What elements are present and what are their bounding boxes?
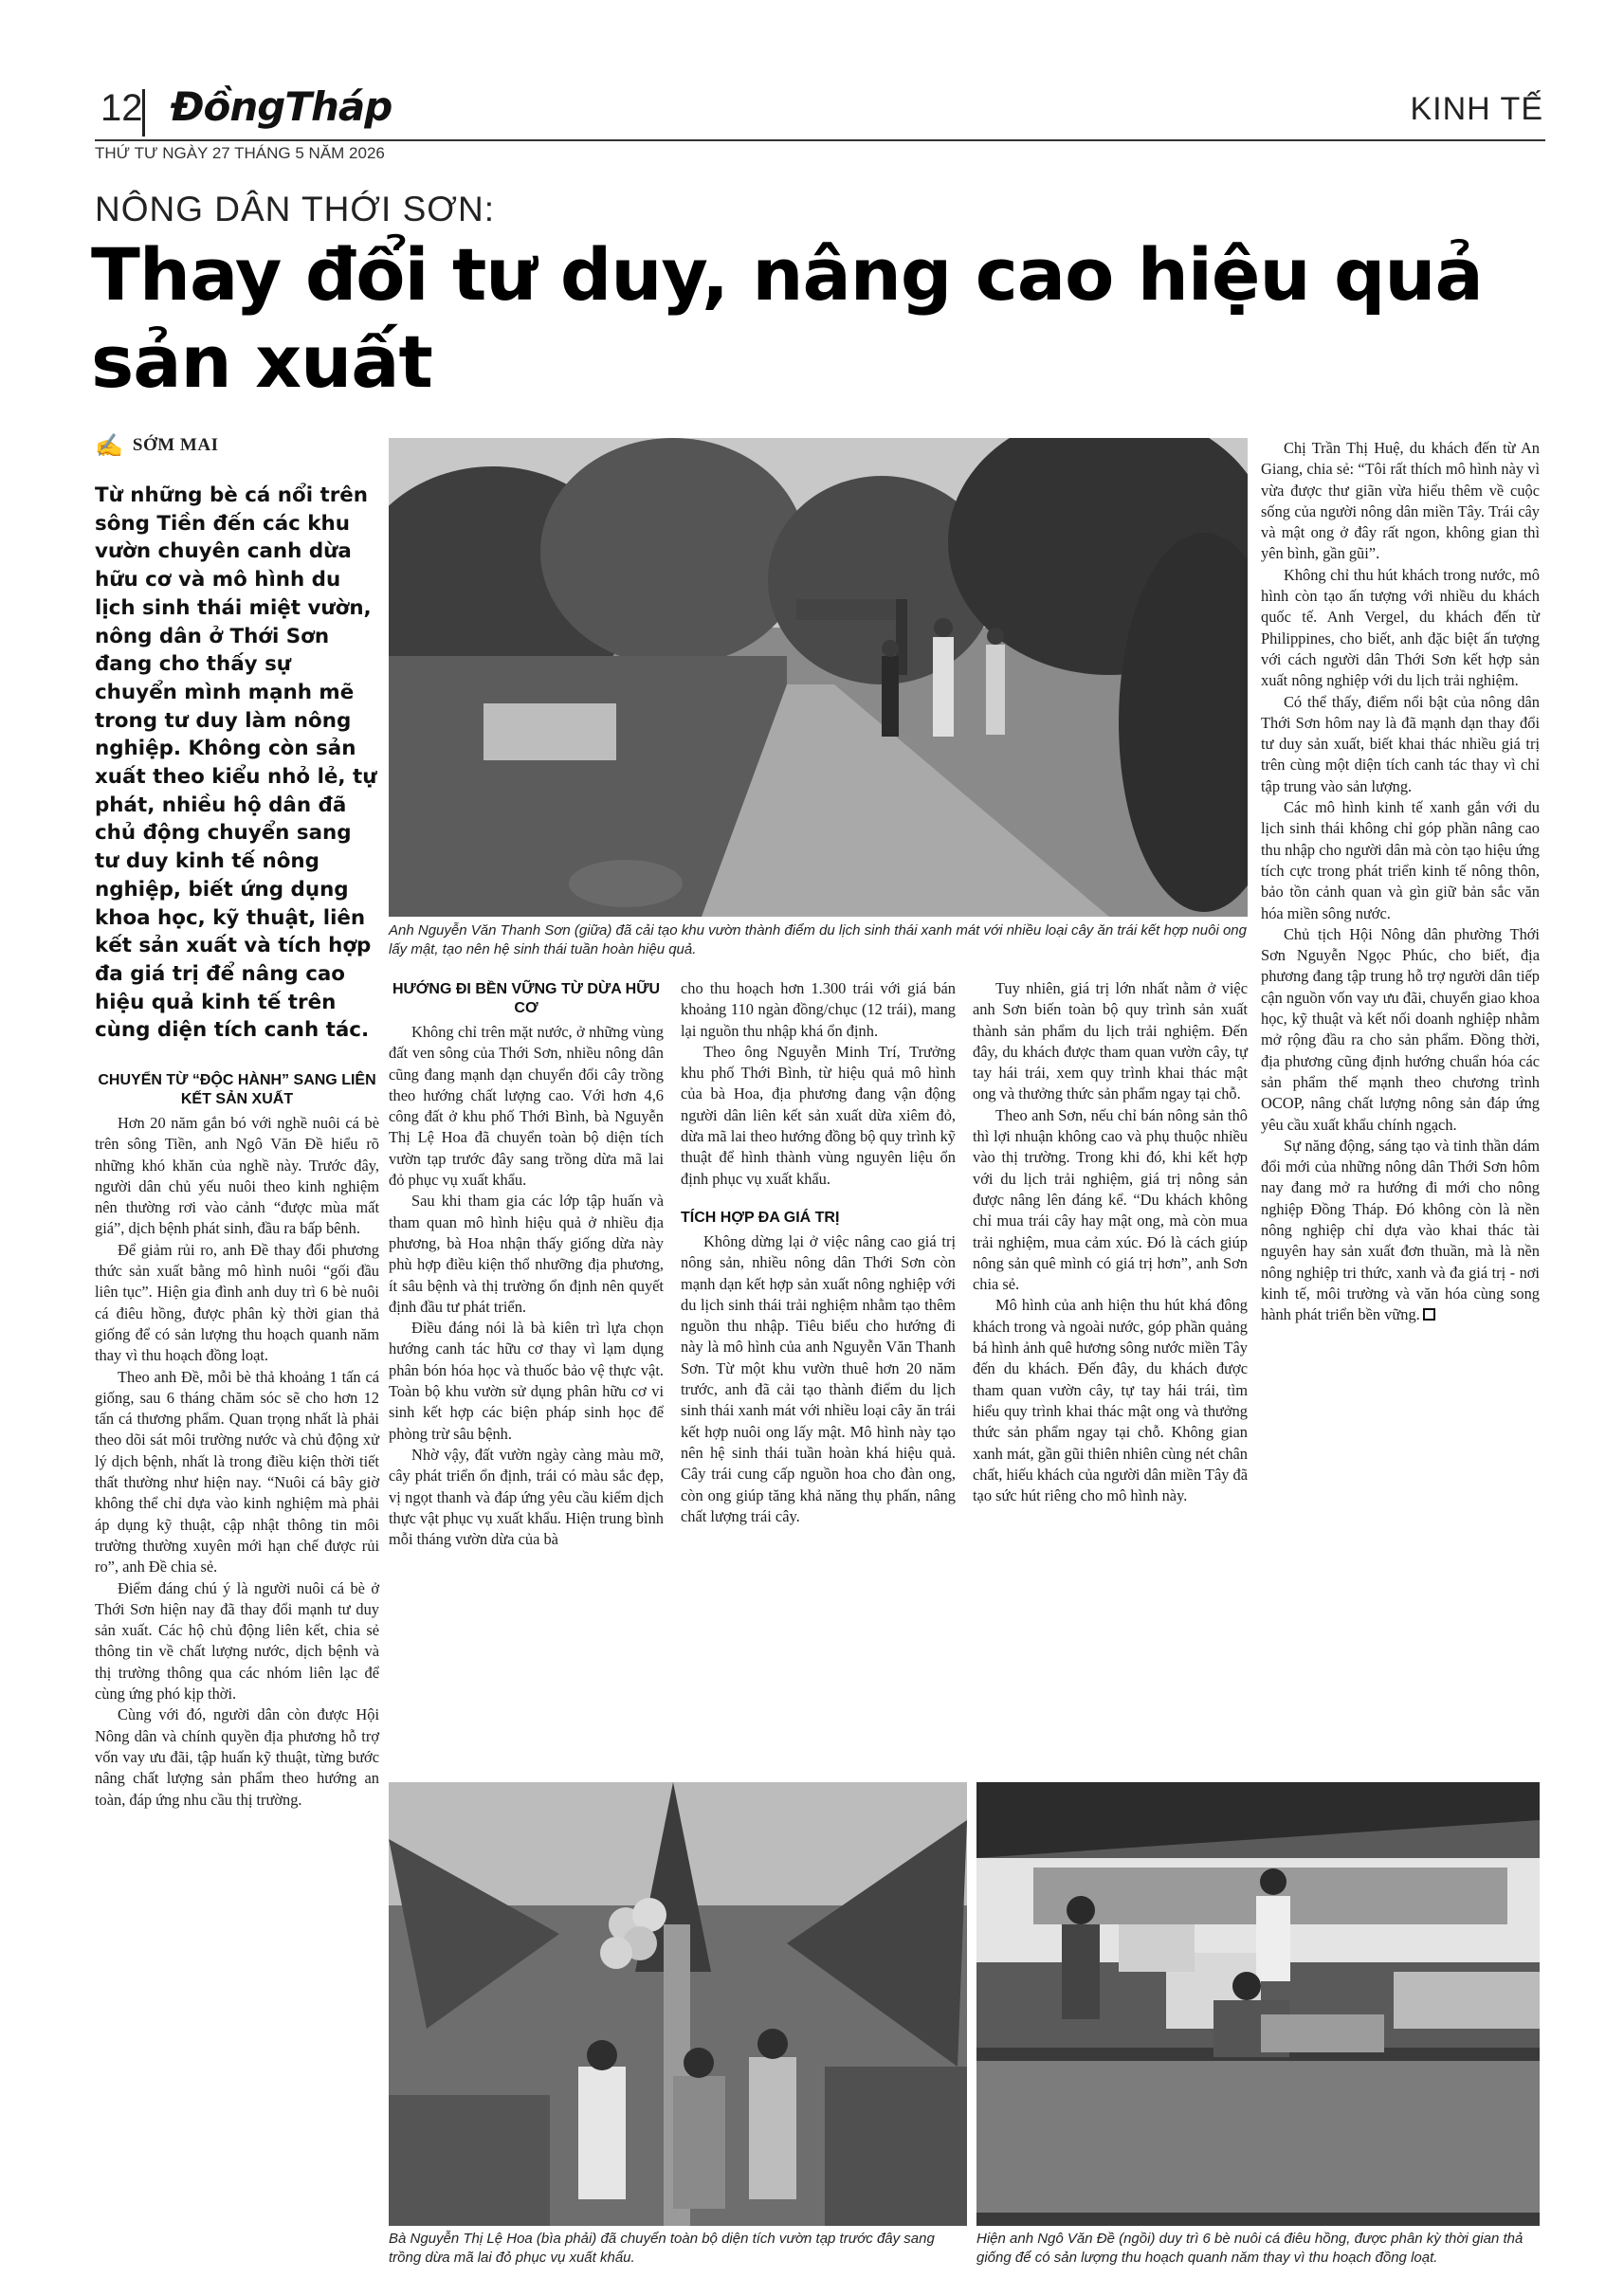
- paragraph: cho thu hoạch hơn 1.300 trái với giá bán khoảng 110 ngàn đồng/chục (12 trái), mang lại nguồn thu nhập khá ổn định.: [681, 979, 956, 1040]
- dateline: THỨ TƯ NGÀY 27 THÁNG 5 NĂM 2026: [95, 144, 385, 162]
- column-5: [1261, 438, 1540, 1325]
- header-divider: [142, 89, 145, 137]
- top-photo-caption: Anh Nguyễn Văn Thanh Sơn (giữa) đã cải tạo khu vườn thành điểm du lịch sinh thái xanh mát với nhiều loại cây ăn trái kết hợp nuôi ong lấy mật, tạo nên hệ sinh thái tuần hoàn hiệu quả.: [389, 922, 1247, 957]
- article-headline: Thay đổi tư duy, nâng cao hiệu quả sản xuất: [91, 232, 1483, 404]
- bottom-right-caption: Hiện anh Ngô Văn Đề (ngồi) duy trì 6 bè nuôi cá điêu hồng, được phân kỳ thời gian thả giống để có sản lượng thu hoạch quanh năm thay vì thu hoạch đồng loạt.: [976, 2231, 1524, 2266]
- photo-coconut-garden: [389, 1782, 967, 2226]
- paragraph: Các mô hình kinh tế xanh gắn với du lịch sinh thái không chỉ góp phần nâng cao thu nhập cho người dân mà còn tạo hiệu ứng tích cực trong phát triển kinh tế nông thôn, bảo tồn cảnh quan và gìn giữ bản sắc văn hóa miền sông nước.: [1261, 798, 1540, 922]
- paragraph: Theo ông Nguyễn Minh Trí, Trưởng khu phố Thới Bình, từ hiệu quả mô hình của bà Hoa, địa phương đang vận động người dân liên kết sản xuất dừa xiêm đỏ, dừa mã lai theo hướng đồng bộ quy trình kỹ thuật để hình thành vùng nguyên liệu ổn định phục vụ xuất khẩu.: [681, 1042, 956, 1188]
- fish-farm-photo-image: [976, 1782, 1540, 2226]
- paragraph: Không chỉ thu hút khách trong nước, mô hình còn tạo ấn tượng với nhiều du khách quốc tế. Anh Vergel, du khách đến từ Philippines, cho biết, anh đặc biệt ấn tượng với cách người dân Thới Sơn kết hợp sản xuất nông nghiệp với du lịch trải nghiệm.: [1261, 565, 1540, 690]
- column-2: [389, 978, 664, 1550]
- paragraph: Mô hình của anh hiện thu hút khá đông khách trong và ngoài nước, góp phần quảng bá hình ảnh quê hương sông nước miền Tây đến du khách. Đến đây, du khách được tham quan vườn cây, tự tay hái trái, tìm hiểu quy trình khai thác mật ong và thưởng thức sản phẩm ngay tại chỗ. Không gian xanh mát, gần gũi thiên nhiên cùng nét chân chất, hiếu khách của người dân miền Tây đã tạo sức hút riêng cho mô hình này.: [973, 1296, 1248, 1505]
- subhead-3: TÍCH HỢP ĐA GIÁ TRỊ: [681, 1209, 840, 1226]
- article-kicker: NÔNG DÂN THỚI SƠN:: [95, 190, 496, 228]
- coconut-photo-image: [389, 1782, 967, 2226]
- newspaper-logo: ĐồngTháp: [171, 83, 392, 130]
- paragraph-final: [1261, 1136, 1540, 1326]
- photo-garden-path: [389, 438, 1248, 917]
- paragraph: Điểm đáng chú ý là người nuôi cá bè ở Thới Sơn hiện nay đã thay đổi mạnh tư duy sản xuất. Các hộ chủ động liên kết, chia sẻ thông tin về chất lượng nước, dịch bệnh và thị trường thông qua các nhóm liên lạc để cùng ứng phó kịp thời.: [95, 1578, 379, 1704]
- bottom-left-caption: Bà Nguyễn Thị Lệ Hoa (bìa phải) đã chuyển toàn bộ diện tích vườn tạp trước đây sang trồng dừa mã lai đỏ phục vụ xuất khẩu.: [389, 2231, 935, 2266]
- article-lede: Từ những bè cá nổi trên sông Tiền đến các khu vườn chuyên canh dừa hữu cơ và mô hình du lịch sinh thái miệt vườn, nông dân ở Thới Sơn đang cho thấy sự chuyển mình mạnh mẽ trong tư duy làm nông nghiệp. Không còn sản xuất theo kiểu nhỏ lẻ, tự phát, nhiều hộ dân đã chủ động chuyển sang tư duy kinh tế nông nghiệp, biết ứng dụng khoa học, kỹ thuật, liên kết sản xuất và tích hợp đa giá trị để nâng cao hiệu quả kinh tế trên cùng diện tích canh tác.: [95, 483, 377, 1043]
- column-1: [95, 1069, 379, 1811]
- paragraph: Chủ tịch Hội Nông dân phường Thới Sơn Nguyễn Ngọc Phúc, cho biết, địa phương đang tập trung hỗ trợ người dân tiếp cận nguồn vốn vay ưu đãi, chuyển giao khoa học, kỹ thuật và kết nối doanh nghiệp nhằm mở rộng đầu ra cho sản phẩm. Đồng thời, địa phương cũng định hướng chuẩn hóa các sản phẩm thế mạnh theo chương trình OCOP, nâng chất lượng nông sản đáp ứng yêu cầu xuất khẩu chính ngạch.: [1261, 924, 1540, 1134]
- section-label: KINH TẾ: [1410, 91, 1543, 127]
- subhead-1: CHUYỂN TỪ “ĐỘC HÀNH” SANG LIÊN KẾT SẢN XUẤT: [98, 1072, 376, 1107]
- subhead-2: HƯỚNG ĐI BỀN VỮNG TỪ DỪA HỮU CƠ: [392, 981, 661, 1016]
- author-name: SỚM MAI: [132, 435, 219, 455]
- final-paragraph-text: Sự năng động, sáng tạo và tinh thần dám đổi mới của những nông dân Thới Sơn hôm nay đang mở ra hướng đi mới cho nông nghiệp Đồng Tháp. Đó không còn là nền nông nghiệp chỉ dựa vào khai thác tài nguyên hay sản xuất đơn thuần, mà là nền nông nghiệp tri thức, xanh và đa giá trị - nơi kinh tế, môi trường và văn hóa cùng song hành phát triển bền vững.: [1261, 1136, 1540, 1324]
- end-mark-icon: [1423, 1308, 1435, 1321]
- paragraph: Để giảm rủi ro, anh Đề thay đổi phương thức sản xuất bằng mô hình nuôi “gối đầu liên tục”. Hiện gia đình anh duy trì 6 bè nuôi cá điêu hồng, được phân kỳ thời gian thả giống để có sản lượng thu hoạch quanh năm thay vì thu hoạch đồng loạt.: [95, 1240, 379, 1365]
- paragraph: Hơn 20 năm gắn bó với nghề nuôi cá bè trên sông Tiền, anh Ngô Văn Đề hiểu rõ những khó khăn của nghề này. Trước đây, người dân chủ yếu nuôi theo kinh nghiệm nên thường rơi vào cảnh “được mùa mất giá”, dịch bệnh phát sinh, đầu ra bấp bênh.: [95, 1114, 379, 1238]
- paragraph: Điều đáng nói là bà kiên trì lựa chọn hướng canh tác hữu cơ thay vì lạm dụng phân bón hóa học và thuốc bảo vệ thực vật. Toàn bộ khu vườn sử dụng phân hữu cơ vi sinh kết hợp các biện pháp sinh học để phòng trừ sâu bệnh.: [389, 1319, 664, 1443]
- pen-nib-icon: ✍: [95, 433, 123, 459]
- paragraph: Không dừng lại ở việc nâng cao giá trị nông sản, nhiều nông dân Thới Sơn còn mạnh dạn kết hợp sản xuất nông nghiệp với du lịch sinh thái trải nghiệm nhằm tạo thêm nguồn thu nhập. Tiêu biểu cho hướng đi này là mô hình của anh Nguyễn Văn Thanh Sơn. Từ một khu vườn thuê hơn 20 năm trước, anh đã cải tạo thành điểm du lịch sinh thái xanh mát với nhiều loại cây ăn trái kết hợp nuôi ong lấy mật. Mô hình này tạo nên hệ sinh thái tuần hoàn khá hiệu quả. Cây trái cung cấp nguồn hoa cho đàn ong, còn ong giúp tăng khả năng thụ phấn, nâng chất lượng trái cây.: [681, 1231, 956, 1525]
- paragraph: Nhờ vậy, đất vườn ngày càng màu mỡ, cây phát triển ổn định, trái có màu sắc đẹp, vị ngọt thanh và đáp ứng yêu cầu kiểm dịch thực vật phục vụ xuất khẩu. Hiện trung bình mỗi tháng vườn dừa của bà: [389, 1445, 664, 1549]
- header-rule: [95, 139, 1545, 141]
- garden-photo-image: [389, 438, 1248, 917]
- page-header: [95, 82, 1545, 138]
- photo-fish-farm: [976, 1782, 1540, 2226]
- paragraph: Có thể thấy, điểm nổi bật của nông dân Thới Sơn hôm nay là đã mạnh dạn thay đổi tư duy sản xuất, biết khai thác nhiều giá trị trên cùng một diện tích canh tác thay vì chỉ tập trung vào sản lượng.: [1261, 692, 1540, 795]
- column-4: [973, 978, 1248, 1506]
- paragraph: Theo anh Đề, mỗi bè thả khoảng 1 tấn cá giống, sau 6 tháng chăm sóc sẽ cho hơn 12 tấn cá thương phẩm. Quan trọng nhất là phải theo dõi sát môi trường nước và chủ động xử lý dịch bệnh, nhất là trong điều kiện thời tiết thất thường như hiện nay. “Nuôi cá bây giờ không thể chỉ dựa vào kinh nghiệm mà phải áp dụng kỹ thuật, cập nhật thông tin môi trường thường xuyên mới hạn chế được rủi ro”, anh Đề chia sẻ.: [95, 1367, 379, 1576]
- paragraph: Chị Trần Thị Huệ, du khách đến từ An Giang, chia sẻ: “Tôi rất thích mô hình này vì vừa được thư giãn vừa hiểu thêm về cuộc sống của người nông dân miền Tây. Trái cây và mật ong ở đây rất ngon, không gian thì yên bình, gần gũi”.: [1261, 439, 1540, 563]
- paragraph: Cùng với đó, người dân còn được Hội Nông dân và chính quyền địa phương hỗ trợ vốn vay ưu đãi, tập huấn kỹ thuật, từng bước nâng chất lượng sản phẩm theo hướng an toàn, đáp ứng nhu cầu thị trường.: [95, 1705, 379, 1809]
- paragraph: Tuy nhiên, giá trị lớn nhất nằm ở việc anh Sơn biến toàn bộ quy trình sản xuất thành sản phẩm du lịch trải nghiệm. Đến đây, du khách được tham quan vườn cây, tự tay hái trái, xem quy trình khai thác mật ong và thưởng thức sản phẩm ngay tại chỗ.: [973, 979, 1248, 1103]
- paragraph: Theo anh Sơn, nếu chỉ bán nông sản thô thì lợi nhuận không cao và phụ thuộc nhiều vào thị trường. Trong khi đó, khi kết hợp với du lịch trải nghiệm, giá trị nông sản được nâng lên đáng kể. “Du khách không chỉ mua trái cây hay mật ong, mà còn mua trải nghiệm, mua cảm xúc. Đó là cách giúp nông sản quê mình có giá trị hơn”, anh Sơn chia sẻ.: [973, 1105, 1248, 1294]
- paragraph: Sau khi tham gia các lớp tập huấn và tham quan mô hình hiệu quả ở nhiều địa phương, bà Hoa nhận thấy giống dừa này phù hợp điều kiện thổ nhưỡng địa phương, ít sâu bệnh và thị trường ổn định nên quyết định đầu tư phát triển.: [389, 1192, 664, 1316]
- paragraph: Không chỉ trên mặt nước, ở những vùng đất ven sông của Thới Sơn, nhiều nông dân cũng đang mạnh dạn chuyển đổi cây trồng theo hướng chất lượng cao. Với hơn 4,6 công đất ở khu phố Thới Bình, bà Nguyễn Thị Lệ Hoa đã chuyển toàn bộ diện tích vườn tạp trước đây sang trồng dừa mã lai đỏ phục vụ xuất khẩu.: [389, 1023, 664, 1190]
- byline: [95, 431, 218, 460]
- column-3: [681, 978, 956, 1527]
- page-number: 12: [100, 87, 143, 129]
